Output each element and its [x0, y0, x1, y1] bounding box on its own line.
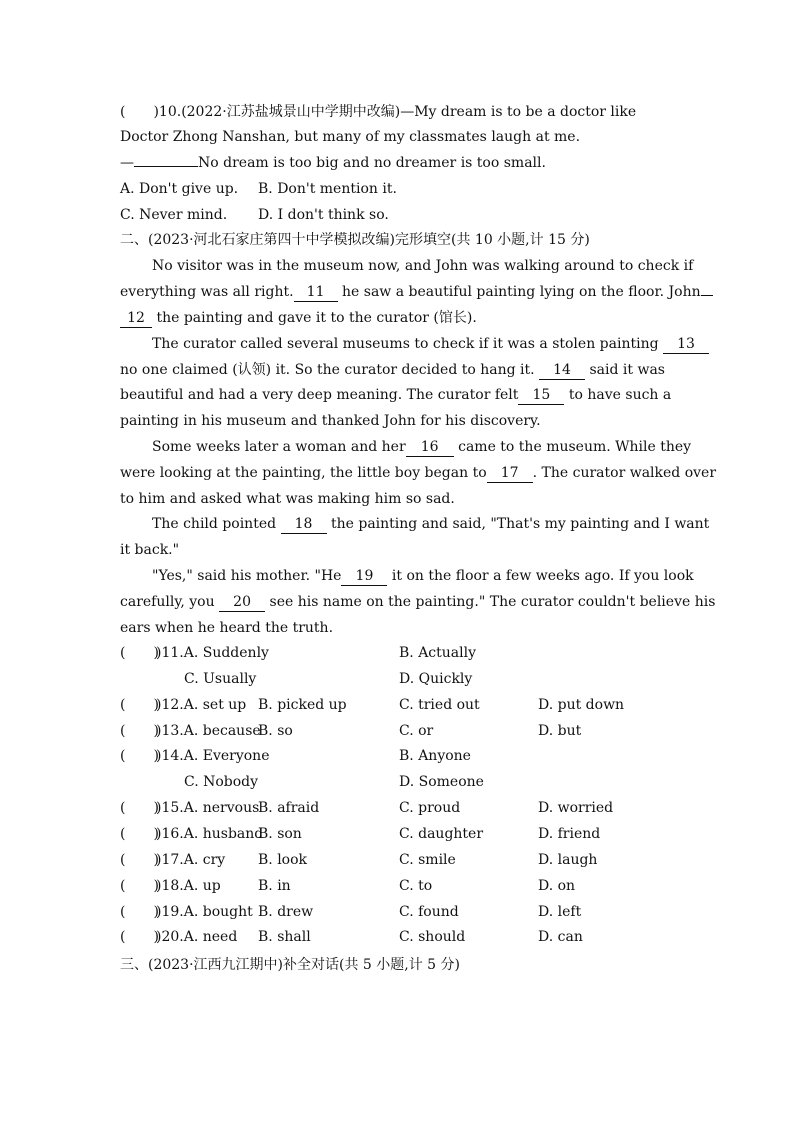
passage-line: ears when he heard the truth.	[120, 620, 334, 636]
option-a: )15.A. nervous	[156, 800, 260, 816]
option-d: D. but	[538, 723, 582, 739]
option-b: B. picked up	[258, 697, 347, 713]
answer-paren: ( )	[120, 826, 159, 842]
passage-text: "Yes," said his mother. "He	[152, 568, 342, 584]
answer-paren: ( )	[120, 645, 159, 661]
blank-17: 17	[487, 465, 533, 483]
passage-text: . The curator walked over	[532, 465, 717, 481]
option-a: )20.A. need	[156, 929, 238, 945]
option-row	[120, 669, 680, 689]
passage-text: were looking at the painting, the little boy began to	[120, 465, 487, 481]
blank-19: 19	[341, 568, 387, 586]
blank-12: 12	[120, 310, 152, 328]
passage-line	[152, 514, 709, 534]
answer-paren: ( )	[120, 904, 159, 920]
section2-heading: 二、(2023·河北石家庄第四十中学模拟改编)完形填空(共 10 小题,计 15 分)	[120, 232, 590, 248]
option-row	[120, 850, 680, 870]
option-a: )12.A. set up	[156, 697, 247, 713]
section3-heading: 三、(2023·江西九江期中)补全对话(共 5 小题,计 5 分)	[120, 957, 460, 973]
passage-text: everything was all right.	[120, 284, 294, 300]
q10-option-d: D. I don't think so.	[258, 207, 389, 223]
passage-line	[120, 308, 477, 328]
blank-18: 18	[281, 516, 327, 534]
option-d: D. friend	[538, 826, 601, 842]
option-a: )13.A. because	[156, 723, 261, 739]
option-c: C. or	[399, 723, 434, 739]
passage-line	[152, 334, 709, 354]
passage-line: it back."	[120, 542, 180, 558]
option-c: C. tried out	[399, 697, 480, 713]
passage-line: painting in his museum and thanked John for his discovery.	[120, 413, 541, 429]
dash: —	[120, 155, 134, 171]
option-d: D. put down	[538, 697, 625, 713]
answer-paren: ( )	[120, 748, 159, 764]
option-row	[120, 798, 680, 818]
option-d: D. left	[538, 904, 582, 920]
option-a: )18.A. up	[156, 878, 221, 894]
option-b: C. Nobody	[184, 774, 259, 790]
option-c: D. Someone	[399, 774, 484, 790]
passage-line	[120, 592, 715, 612]
option-c: C. to	[399, 878, 433, 894]
option-b: B. drew	[258, 904, 314, 920]
q10-option-b: B. Don't mention it.	[258, 181, 397, 197]
q10-options-row1	[120, 179, 680, 199]
option-d: D. laugh	[538, 852, 598, 868]
option-row	[120, 824, 680, 844]
option-row	[120, 721, 680, 741]
option-d: D. can	[538, 929, 583, 945]
passage-text: no one claimed (认领) it. So the curator decided to hang it.	[120, 362, 540, 378]
q10-stem-line3	[120, 153, 546, 173]
q10-stem-line1: ( )10.(2022·江苏盐城景山中学期中改编)—My dream is to be a doctor like	[120, 104, 637, 120]
q10-stem-line2: Doctor Zhong Nanshan, but many of my classmates laugh at me.	[120, 129, 581, 145]
passage-text: came to the museum. While they	[453, 439, 692, 455]
option-b: B. shall	[258, 929, 311, 945]
passage-text: the painting and gave it to the curator (馆长).	[152, 310, 477, 326]
answer-blank-q10	[134, 166, 198, 167]
passage-text: said it was	[585, 362, 665, 378]
answer-paren: ( )	[120, 852, 159, 868]
q10-option-c: C. Never mind.	[120, 207, 228, 223]
option-d: D. on	[538, 878, 576, 894]
option-b: B. son	[258, 826, 302, 842]
option-c: C. proud	[399, 800, 461, 816]
q10-option-a: A. Don't give up.	[120, 181, 239, 197]
option-row	[120, 902, 680, 922]
option-b: B. afraid	[258, 800, 320, 816]
passage-text: he saw a beautiful painting lying on the floor. John	[337, 284, 701, 300]
answer-paren: ( )	[120, 878, 159, 894]
option-a: )11.A. Suddenly	[156, 645, 269, 661]
passage-text: The curator called several museums to check if it was a stolen painting	[152, 336, 663, 352]
passage-text: beautiful and had a very deep meaning. The curator felt	[120, 387, 519, 403]
passage-text: to have such a	[564, 387, 672, 403]
option-row	[120, 876, 680, 896]
blank-16: 16	[406, 439, 454, 457]
option-c: C. daughter	[399, 826, 484, 842]
passage-line: to him and asked what was making him so sad.	[120, 491, 455, 507]
option-row	[120, 772, 680, 792]
option-row	[120, 695, 680, 715]
q10-options-row2	[120, 205, 680, 225]
option-a: )14.A. Everyone	[156, 748, 270, 764]
passage-text: it on the floor a few weeks ago. If you look	[387, 568, 694, 584]
option-c: C. found	[399, 904, 459, 920]
q10-line3-text: No dream is too big and no dreamer is too small.	[198, 155, 546, 171]
passage-text: Some weeks later a woman and her	[152, 439, 406, 455]
blank-11: 11	[294, 284, 338, 302]
passage-text: the painting and said, "That's my painting and I want	[326, 516, 710, 532]
blank-14: 14	[539, 362, 585, 380]
option-b: C. Usually	[184, 671, 257, 687]
option-d: D. worried	[538, 800, 614, 816]
option-row	[120, 643, 680, 663]
passage-text: The child pointed	[152, 516, 281, 532]
passage-text: see his name on the painting." The curator couldn't believe his	[265, 594, 716, 610]
blank-13: 13	[663, 336, 709, 354]
option-a: )16.A. husband	[156, 826, 264, 842]
passage-line	[152, 437, 691, 457]
option-b: B. look	[258, 852, 308, 868]
option-c: B. Actually	[399, 645, 476, 661]
answer-paren: ( )	[120, 929, 159, 945]
blank-12-start	[701, 295, 713, 296]
option-c: C. smile	[399, 852, 456, 868]
answer-paren: ( )	[120, 723, 159, 739]
passage-line	[152, 566, 694, 586]
option-b: B. in	[258, 878, 291, 894]
option-a: )17.A. cry	[156, 852, 226, 868]
passage-line	[120, 282, 713, 302]
option-c: B. Anyone	[399, 748, 471, 764]
passage-line	[120, 360, 665, 380]
passage-text: carefully, you	[120, 594, 220, 610]
option-row	[120, 746, 680, 766]
option-c: D. Quickly	[399, 671, 473, 687]
option-row	[120, 927, 680, 947]
blank-20: 20	[219, 594, 265, 612]
option-b: B. so	[258, 723, 293, 739]
passage-line	[120, 385, 671, 405]
option-c: C. should	[399, 929, 466, 945]
answer-paren: ( )	[120, 697, 159, 713]
answer-paren: ( )	[120, 800, 159, 816]
blank-15: 15	[518, 387, 564, 405]
passage-line: No visitor was in the museum now, and John was walking around to check if	[152, 258, 694, 274]
passage-line	[120, 463, 716, 483]
option-a: )19.A. bought	[156, 904, 253, 920]
